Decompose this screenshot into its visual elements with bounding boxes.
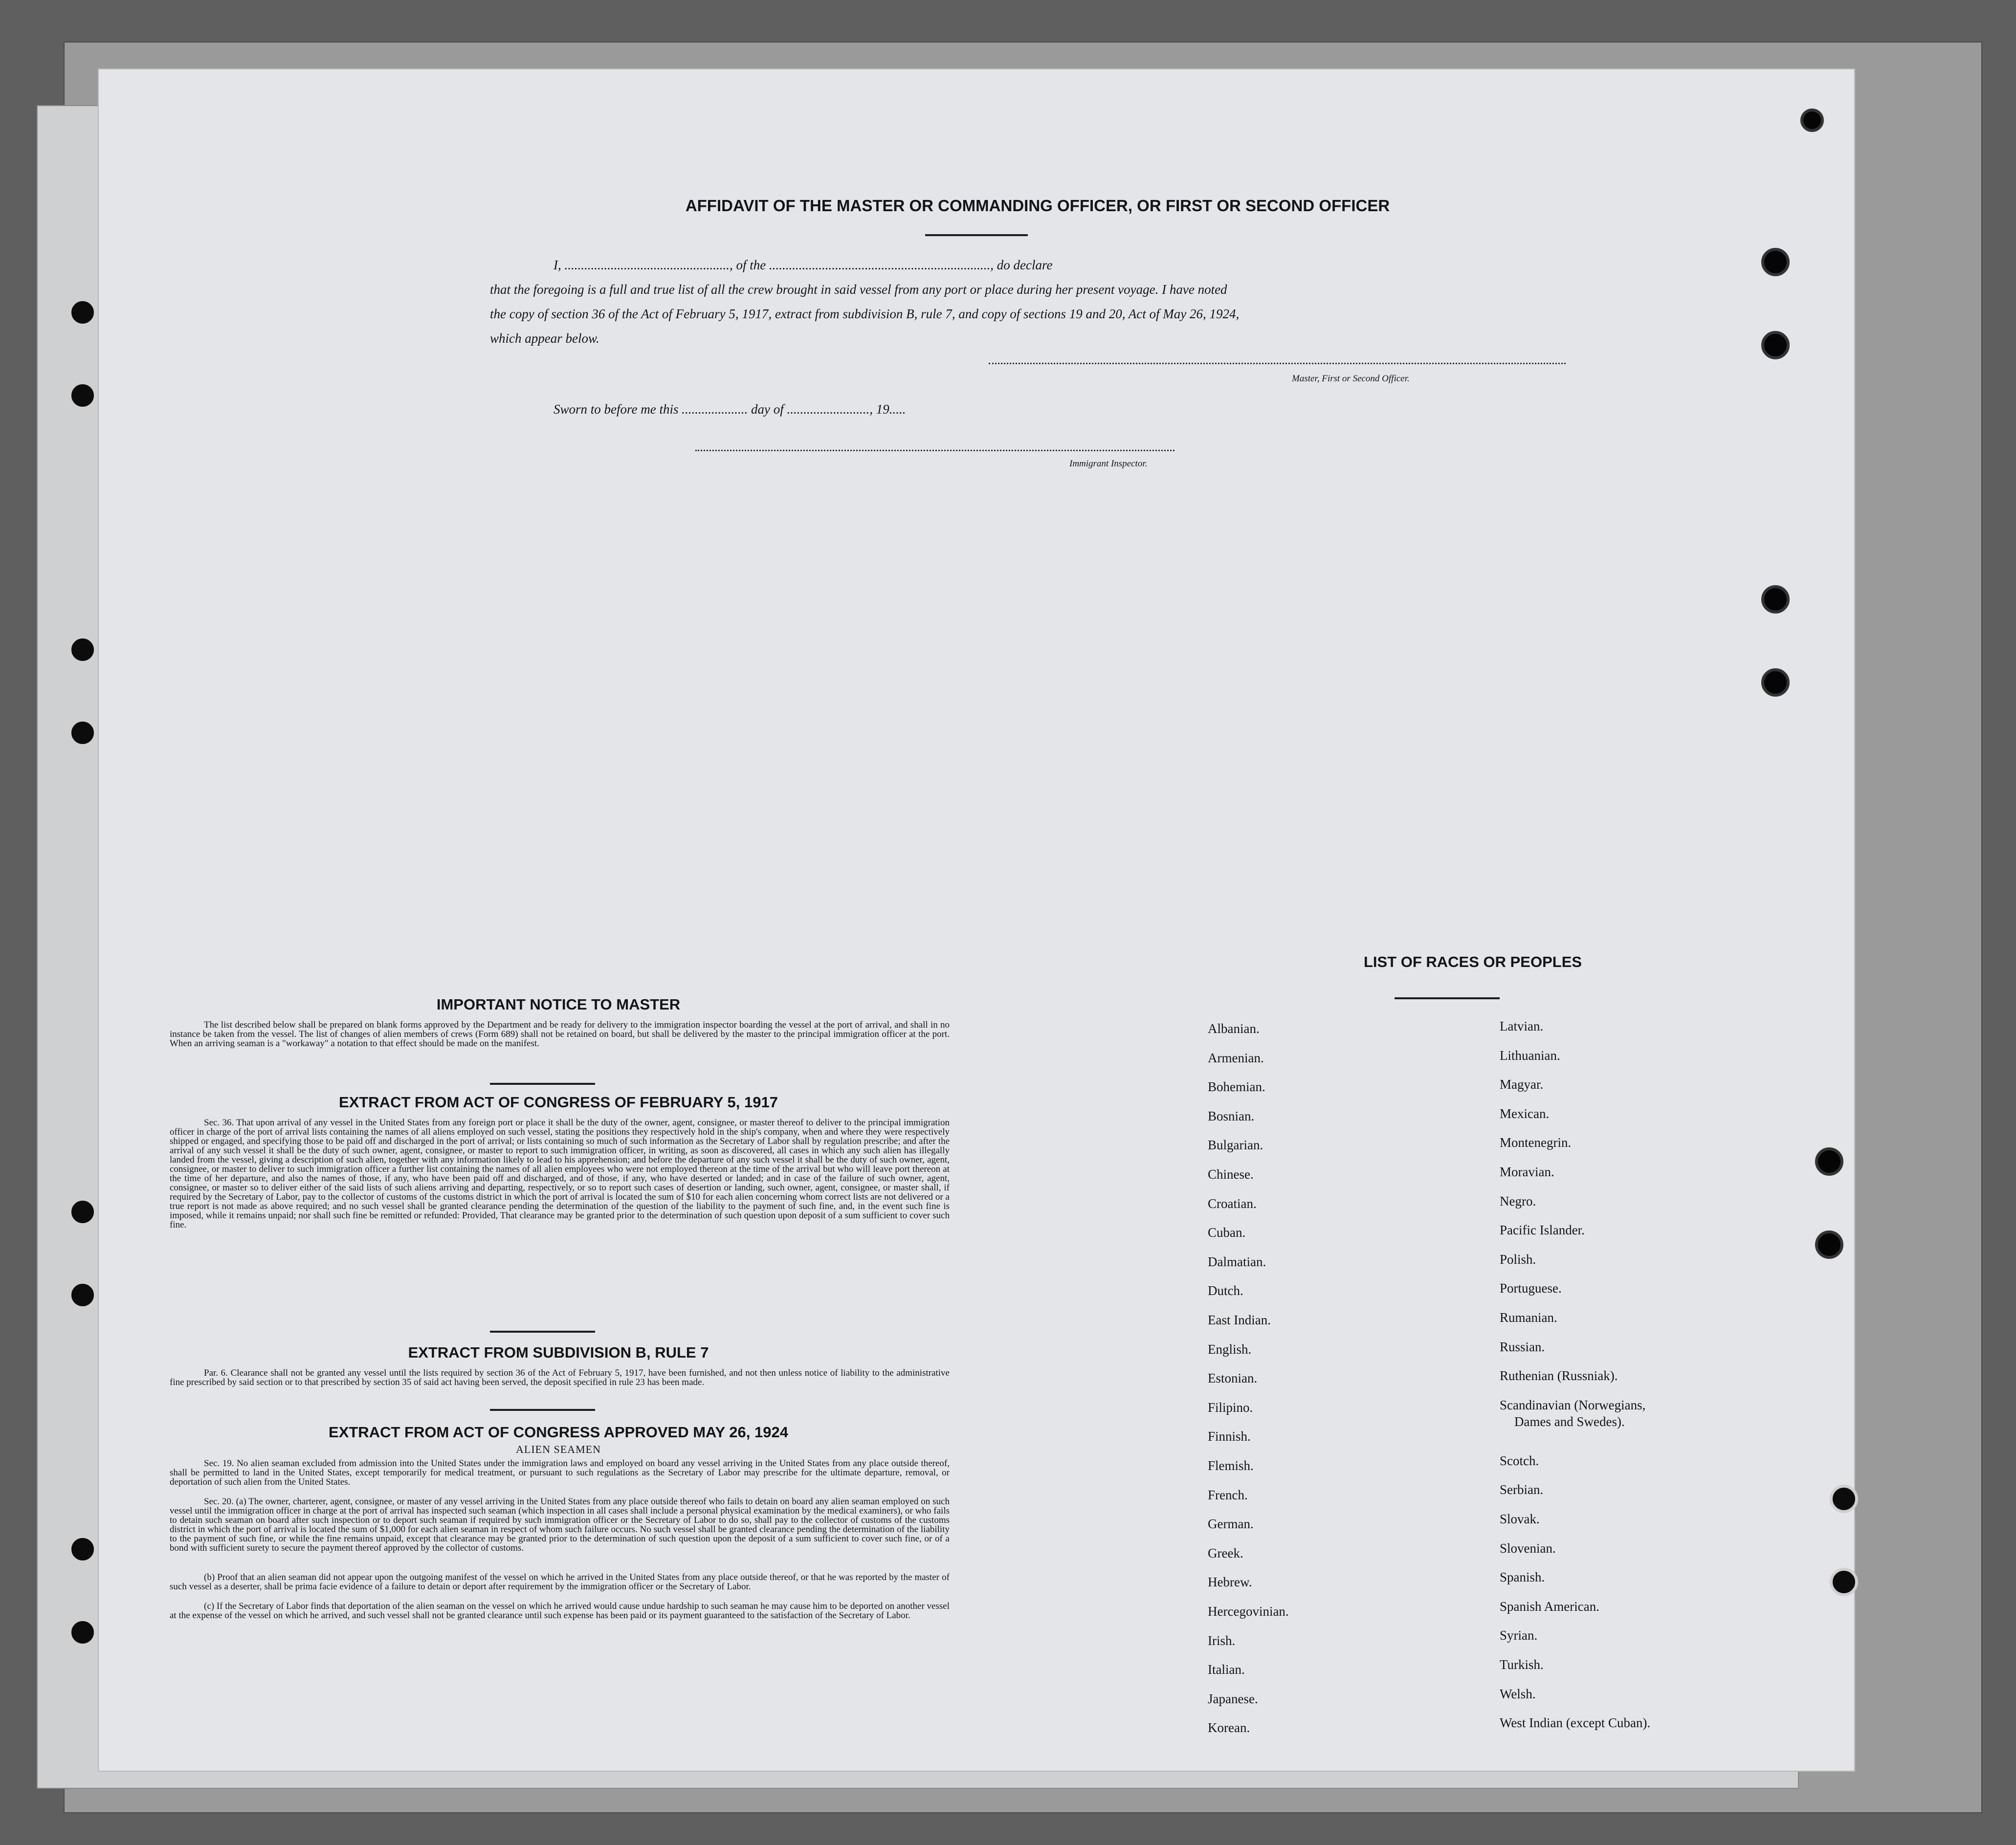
punch-hole [68, 1535, 97, 1563]
race-item: Scandinavian (Norwegians, [1500, 1397, 1646, 1412]
race-item: Filipino. [1208, 1400, 1253, 1415]
punch-hole [1761, 331, 1790, 359]
affidavit-line-3: the copy of section 36 of the Act of February 5, 1917, extract from subdivision B, rule 7, and copy of sections 19 and 20, Act of May 26, 1924, [490, 307, 1240, 321]
divider-rule [925, 234, 1028, 236]
race-item: Mexican. [1500, 1106, 1550, 1121]
race-item: Armenian. [1208, 1050, 1264, 1065]
race-item: Scotch. [1500, 1453, 1539, 1468]
race-item: Korean. [1208, 1720, 1250, 1735]
affidavit-line-1: I, .................................................., of the ..................................................................., do declare [554, 258, 1053, 272]
race-item: Turkish. [1500, 1657, 1544, 1672]
manifest-page [98, 68, 1855, 1772]
race-item: Negro. [1500, 1193, 1536, 1208]
race-item: Estonian. [1208, 1371, 1258, 1386]
sec-20b-text: (b) Proof that an alien seaman did not appear upon the outgoing manifest of the vessel on which he arrived in the United States from any place outside thereof, or that he was reported by the master of such vessel as a deserter, shall be prima facie evidence of a failure to detain or deport after requirement by the immigration officer or the Secretary of Labor. [170, 1572, 950, 1592]
race-item: Flemish. [1208, 1458, 1254, 1473]
rule-7-text: Par. 6. Clearance shall not be granted any vessel until the lists required by section 36 of the Act of February 5, 1917, have been furnished, and not then unless notice of liability to the administrative fine prescribed by said section or to that prescribed by section 35 of said act having been served, the deposit specified in rule 23 has been made. [170, 1368, 950, 1387]
punch-hole [1830, 1568, 1858, 1596]
rule-7-title: EXTRACT FROM SUBDIVISION B, RULE 7 [408, 1344, 709, 1361]
punch-hole [68, 1198, 97, 1226]
race-item: Bosnian. [1208, 1108, 1255, 1123]
race-item: Slovak. [1500, 1512, 1540, 1527]
race-item: Ruthenian (Russniak). [1500, 1368, 1618, 1384]
punch-hole [68, 298, 97, 327]
inspector-caption: Immigrant Inspector. [1069, 459, 1148, 469]
punch-hole [68, 1618, 97, 1647]
race-item: Russian. [1500, 1339, 1545, 1354]
race-item: Dutch. [1208, 1283, 1243, 1298]
race-item: French. [1208, 1487, 1248, 1502]
alien-seamen-subtitle: ALIEN SEAMEN [516, 1443, 601, 1455]
punch-hole [1761, 585, 1790, 614]
race-item: Lithuanian. [1500, 1048, 1560, 1063]
divider-rule [490, 1083, 595, 1085]
race-item: Croatian. [1208, 1196, 1257, 1211]
act-1924-title: EXTRACT FROM ACT OF CONGRESS APPROVED MAY 26, 1924 [329, 1424, 788, 1441]
act-1917-title: EXTRACT FROM ACT OF CONGRESS OF FEBRUARY 5, 1917 [339, 1094, 778, 1111]
divider-rule [490, 1409, 595, 1411]
race-item: Pacific Islander. [1500, 1223, 1585, 1238]
race-item: Magyar. [1500, 1077, 1544, 1092]
punch-hole [1761, 248, 1790, 276]
punch-hole [1815, 1147, 1843, 1176]
affidavit-line-4: which appear below. [490, 331, 599, 346]
punch-hole [68, 636, 97, 664]
punch-hole [1761, 668, 1790, 697]
races-title: LIST OF RACES OR PEOPLES [1363, 953, 1582, 970]
race-item: Slovenian. [1500, 1540, 1556, 1556]
sworn-line: Sworn to before me this .................... day of ........................., 19..... [554, 402, 906, 417]
punch-hole [1800, 109, 1824, 132]
race-item: Latvian. [1500, 1019, 1544, 1033]
race-item: East Indian. [1208, 1313, 1271, 1327]
race-item: Montenegrin. [1500, 1135, 1572, 1150]
inspector-signature-line [695, 450, 1174, 451]
act-1917-text: Sec. 36. That upon arrival of any vessel in the United States from any foreign port or place it shall be the duty of the owner, agent, consignee, or master thereof to deliver to the principal immigration officer in charge of the port of arrival lists containing the names of all aliens employed on such vessel, stating the positions they respectively hold in the ship's company, when and where they were respectively shipped or engaged, and specifying those to be paid off and discharged in the port of arrival; or lists containing so much of such information as the Secretary of Labor shall by regulation prescribe; and after the arrival of any such vessel it shall be the duty of such owner, agent, consignee, or master to report to such immigration officer, in writing, as soon as discovered, all cases in which any such alien has illegally landed from the vessel, giving a description of such alien, together with any information likely to lead to his apprehension; and before the departure of any such vessel it shall be the duty of such owner, agent, consignee, or master to deliver to such immigration officer a further list containing the names of all alien employees who were not employed thereon at the time of the arrival but who will leave port thereon at the time of her departure, and also the names of those, if any, who have been paid off and discharged, and of those, if any, who have deserted or landed; and in case of the failure of such owner, agent, consignee, or master so to deliver either of the said lists of such aliens arriving and departing, respectively, or so to report such cases of desertion or landing, such owner, agent, consignee, or master shall, if required by the Secretary of Labor, pay to the collector of customs of the customs district in which the port of arrival is located the sum of $10 for each alien concerning whom correct lists are not delivered or a true report is not made as above required; and no such vessel shall be granted clearance pending the determination of the question of the liability to the payment of such fine, and, in the event such fine is imposed, while it remains unpaid; nor shall such fine be remitted or refunded: Provided, That clearance may be granted prior to the determination of such question upon deposit of a sum sufficient to cover such fine. [170, 1118, 950, 1230]
notice-text: The list described below shall be prepared on blank forms approved by the Department and be ready for delivery to the immigration inspector boarding the vessel at the port of arrival, and shall in no instance be taken from the vessel. The list of changes of alien members of crews (Form 689) shall not be retained on board, but shall be delivered by the master to the principal immigration officer at the port. When an arriving seaman is a "workaway" a notation to that effect should be made on the manifest. [170, 1020, 950, 1049]
race-item: Japanese. [1208, 1691, 1258, 1706]
notice-title: IMPORTANT NOTICE TO MASTER [436, 996, 681, 1013]
race-item: Hebrew. [1208, 1575, 1252, 1590]
race-item: Moravian. [1500, 1164, 1554, 1179]
race-item: Hercegovinian. [1208, 1604, 1289, 1619]
race-item: Irish. [1208, 1633, 1236, 1648]
race-item: Greek. [1208, 1545, 1243, 1560]
sec-20a-text: Sec. 20. (a) The owner, charterer, agent, consignee, or master of any vessel arriving in the United States from any place outside thereof who fails to detain on board any alien seaman employed on such vessel until the immigration officer in charge at the port of arrival has inspected such seaman (which inspection in all cases shall include a personal physical examination by the medical examiners), or who fails to detain such seaman on board after such inspection or to deport such seaman if required by such immigration officer or the Secretary of Labor to do so, shall pay to the collector of customs of the customs district in which the port of arrival is located the sum of $1,000 for each alien seaman in respect of whom such failure occurs. No such vessel shall be granted clearance pending the determination of the liability to the payment of such fine, or while the fine remains unpaid, except that clearance may be granted prior to the determination of such question upon the deposit of a sum sufficient to cover such fine, or of a bond with sufficient surety to secure the payment thereof approved by the collector of customs. [170, 1496, 950, 1553]
affidavit-title: AFFIDAVIT OF THE MASTER OR COMMANDING OFFICER, OR FIRST OR SECOND OFFICER [685, 197, 1390, 215]
race-item: West Indian (except Cuban). [1500, 1715, 1651, 1731]
race-item: Italian. [1208, 1662, 1245, 1677]
sec-20c-text: (c) If the Secretary of Labor finds that deportation of the alien seaman on the vessel on which he arrived would cause undue hardship to such seaman he may cause him to be deported on another vessel at the expense of the vessel on which he arrived, and such vessel shall not be granted clearance until such expense has been paid or its payment guaranteed to the satisfaction of the Secretary of Labor. [170, 1601, 950, 1621]
punch-hole [1830, 1485, 1858, 1513]
race-item: Chinese. [1208, 1167, 1254, 1182]
race-item: Bohemian. [1208, 1079, 1265, 1095]
race-item: German. [1208, 1516, 1254, 1532]
race-item: Spanish American. [1500, 1599, 1599, 1614]
signature-line [989, 363, 1566, 364]
race-item: Welsh. [1500, 1686, 1536, 1701]
punch-hole [1815, 1230, 1843, 1259]
sec-19-text: Sec. 19. No alien seaman excluded from admission into the United States under the immigration laws and employed on board any vessel arriving in the United States from any place outside thereof, shall be permitted to land in the United States, except temporarily for medical treatment, or pursuant to such regulations as the Secretary of Labor may prescribe for the ultimate departure, removal, or deportation of such alien from the United States. [170, 1458, 950, 1487]
punch-hole [68, 719, 97, 747]
race-item: Finnish. [1208, 1429, 1251, 1444]
race-item: Albanian. [1208, 1021, 1260, 1036]
affidavit-declaration [490, 253, 1566, 351]
race-item: Dalmatian. [1208, 1254, 1266, 1269]
race-item: Syrian. [1500, 1628, 1538, 1643]
race-item: Portuguese. [1500, 1281, 1562, 1296]
race-item: Spanish. [1500, 1570, 1545, 1585]
divider-rule [1395, 997, 1500, 999]
race-item: Rumanian. [1500, 1310, 1557, 1325]
race-item: Polish. [1500, 1252, 1536, 1267]
race-item: Bulgarian. [1208, 1138, 1263, 1153]
race-item: Cuban. [1208, 1225, 1246, 1240]
race-item: English. [1208, 1341, 1252, 1357]
race-item: Dames and Swedes). [1514, 1414, 1625, 1429]
punch-hole [68, 1281, 97, 1309]
signature-caption: Master, First or Second Officer. [1292, 373, 1410, 384]
race-item: Serbian. [1500, 1482, 1544, 1497]
divider-rule [490, 1331, 595, 1333]
punch-hole [68, 381, 97, 410]
affidavit-line-2: that the foregoing is a full and true list of all the crew brought in said vessel from any port or place during her present voyage. I have noted [490, 282, 1227, 297]
